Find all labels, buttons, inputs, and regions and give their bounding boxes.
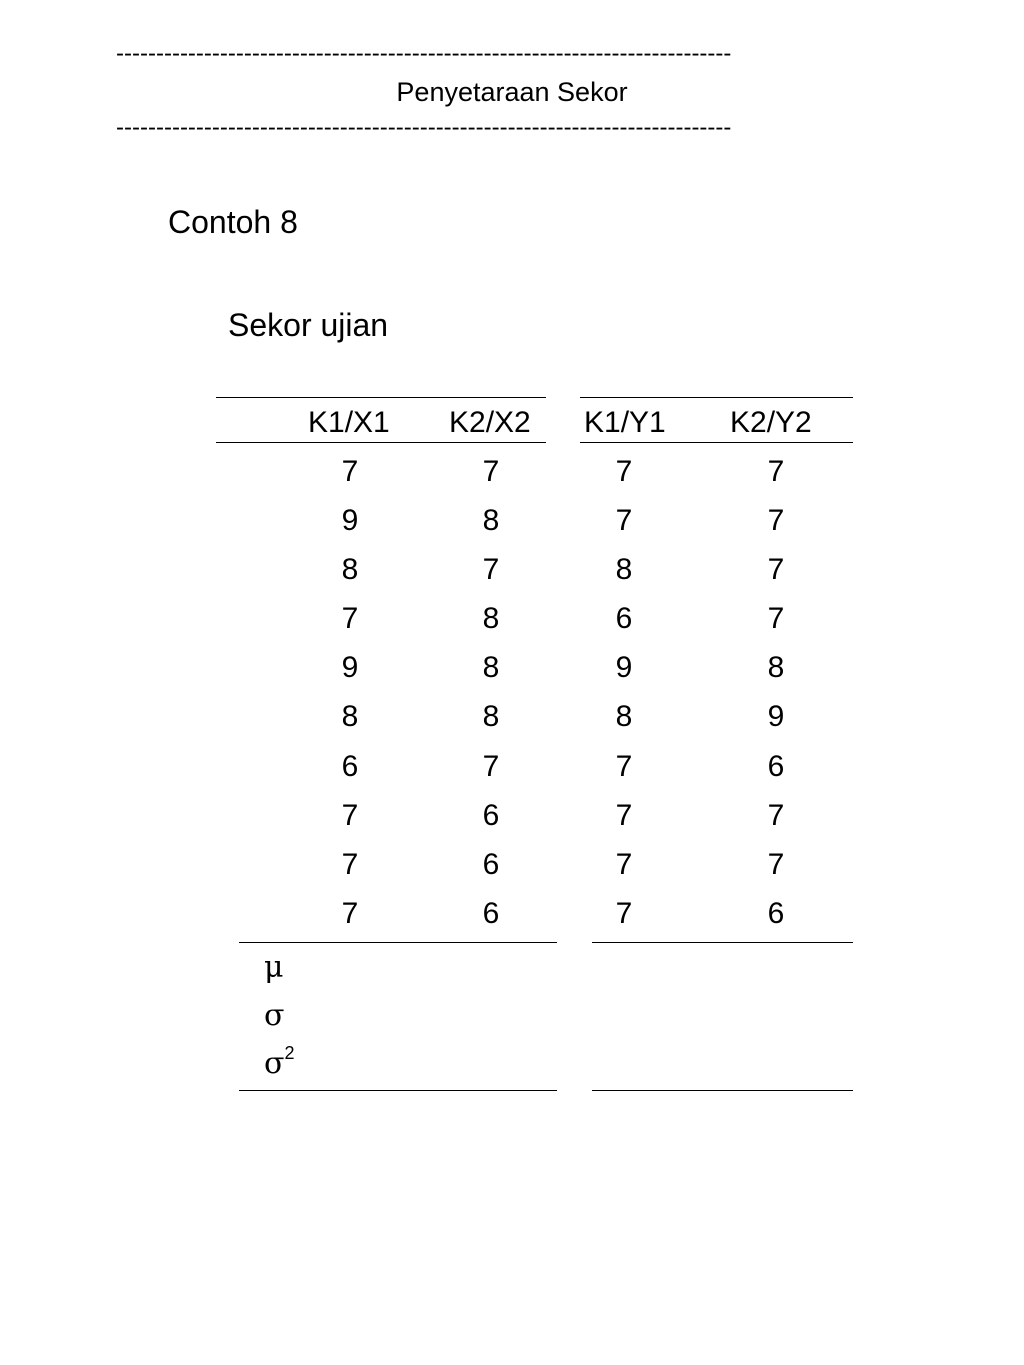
column-header-k1-x1: K1/X1 [308,406,390,439]
table-rule-bottom-left [239,1090,557,1091]
header-rule-top: ----------------------------------------------------------------------------- [116,42,732,66]
table-cell: 6 [482,897,500,930]
column-header-k2-x2: K2/X2 [449,406,531,439]
table-cell: 9 [341,504,359,537]
table-cell: 7 [341,455,359,488]
table-cell: 7 [615,848,633,881]
table-rule-data-right [592,942,853,943]
table-cell: 7 [341,799,359,832]
table-cell: 7 [767,602,785,635]
table-cell: 6 [767,750,785,783]
page-header-title: Penyetaraan Sekor [396,77,628,107]
table-cell: 6 [615,602,633,635]
table-cell: 9 [341,651,359,684]
table-cell: 7 [615,897,633,930]
table-cell: 6 [482,848,500,881]
table-cell: 8 [482,602,500,635]
table-rule-data-left [239,942,557,943]
stat-sd-label: σ [264,998,285,1033]
header-rule-bottom: ----------------------------------------------------------------------------- [116,116,732,140]
table-rule-top-left [216,397,546,398]
table-cell: 7 [341,602,359,635]
table-cell: 7 [482,750,500,783]
table-cell: 8 [482,504,500,537]
column-header-k2-y2: K2/Y2 [730,406,812,439]
stat-variance-label: $\sigma^2$ [264,1043,295,1081]
table-cell: 7 [767,848,785,881]
table-cell: 6 [767,897,785,930]
table-cell: 8 [341,553,359,586]
table-rule-top-right [580,397,853,398]
table-cell: 8 [482,700,500,733]
table-cell: 8 [615,553,633,586]
example-title: Contoh 8 [168,204,298,240]
stat-mean-label: μ [264,950,284,985]
table-cell: 7 [615,750,633,783]
table-cell: 7 [767,504,785,537]
table-cell: 6 [341,750,359,783]
section-title: Sekor ujian [228,307,389,343]
table-cell: 7 [341,897,359,930]
table-cell: 8 [767,651,785,684]
table-cell: 8 [482,651,500,684]
table-cell: 9 [615,651,633,684]
table-cell: 7 [482,455,500,488]
table-rule-header-left [216,442,546,443]
table-rule-header-right [580,442,853,443]
table-cell: 7 [767,553,785,586]
table-cell: 7 [615,799,633,832]
table-cell: 7 [341,848,359,881]
table-cell: 7 [767,455,785,488]
table-cell: 9 [767,700,785,733]
column-header-k1-y1: K1/Y1 [584,406,666,439]
table-cell: 7 [615,455,633,488]
table-cell: 6 [482,799,500,832]
table-cell: 7 [615,504,633,537]
table-rule-bottom-right [592,1090,853,1091]
table-cell: 8 [341,700,359,733]
table-cell: 7 [767,799,785,832]
table-cell: 7 [482,553,500,586]
table-cell: 8 [615,700,633,733]
